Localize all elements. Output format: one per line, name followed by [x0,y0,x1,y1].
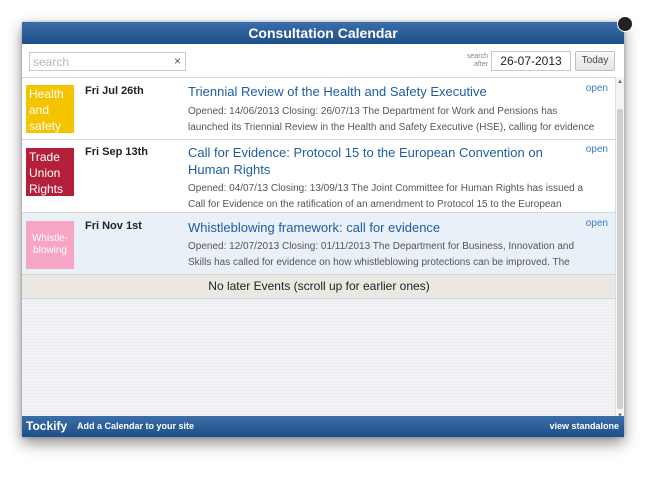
close-icon[interactable] [617,16,633,32]
calendar-window [22,22,624,437]
open-link[interactable]: open [585,83,608,94]
brand-logo[interactable]: Tockify [26,419,68,433]
event-list [22,77,616,421]
event-description: Opened: 04/07/13 Closing: 13/09/13 The Joint Committee for Human Rights has issued a Call for Evidence on the ratification of an amendment to Protocol 15 to the European [188,183,584,210]
event-date: Fri Nov 1st [85,220,142,232]
event-title-link[interactable]: Triennial Review of the Health and Safety Executive [188,84,487,99]
footer-bar [22,416,624,437]
scrollbar[interactable] [615,77,624,421]
open-link[interactable]: open [585,218,608,229]
today-button[interactable]: Today [575,51,615,71]
event-title-link[interactable]: Call for Evidence: Protocol 15 to the European Convention on Human Rights [188,145,543,177]
event-row[interactable] [22,77,616,140]
add-calendar-link[interactable]: Add a Calendar to your site [77,421,195,431]
category-tag: Whistle-blowing [26,221,74,269]
event-description: Opened: 12/07/2013 Closing: 01/11/2013 The Department for Business, Innovation and Skills has called for evidence on how whistleblowing protections can be improved. The [188,241,575,268]
event-row[interactable] [22,139,616,213]
end-of-events-message: No later Events (scroll up for earlier ones) [22,274,616,299]
event-row[interactable] [22,212,616,274]
open-link[interactable]: open [585,144,608,155]
search-after-label: search after [466,53,488,68]
category-tag: Health and safety [26,85,74,133]
event-date: Fri Sep 13th [85,146,148,158]
view-standalone-link[interactable]: view standalone [549,421,619,431]
clear-search-icon[interactable]: × [173,54,181,68]
event-description: Opened: 14/06/2013 Closing: 26/07/13 The Department for Work and Pensions has launched its Triennial Review in the Health and Safety Executive (HSE), calling for evidence [188,106,595,133]
search-input[interactable] [30,54,166,71]
search-box [29,52,186,71]
event-title-link[interactable]: Whistleblowing framework: call for evidence [188,220,441,235]
category-tag: Trade Union Rights [26,148,74,196]
calendar-title: Consultation Calendar [22,22,624,44]
search-after-date-field[interactable]: 26-07-2013 [491,51,571,71]
scroll-thumb[interactable] [617,109,623,409]
event-date: Fri Jul 26th [85,85,144,97]
scroll-up-icon[interactable]: ▲ [617,79,623,85]
